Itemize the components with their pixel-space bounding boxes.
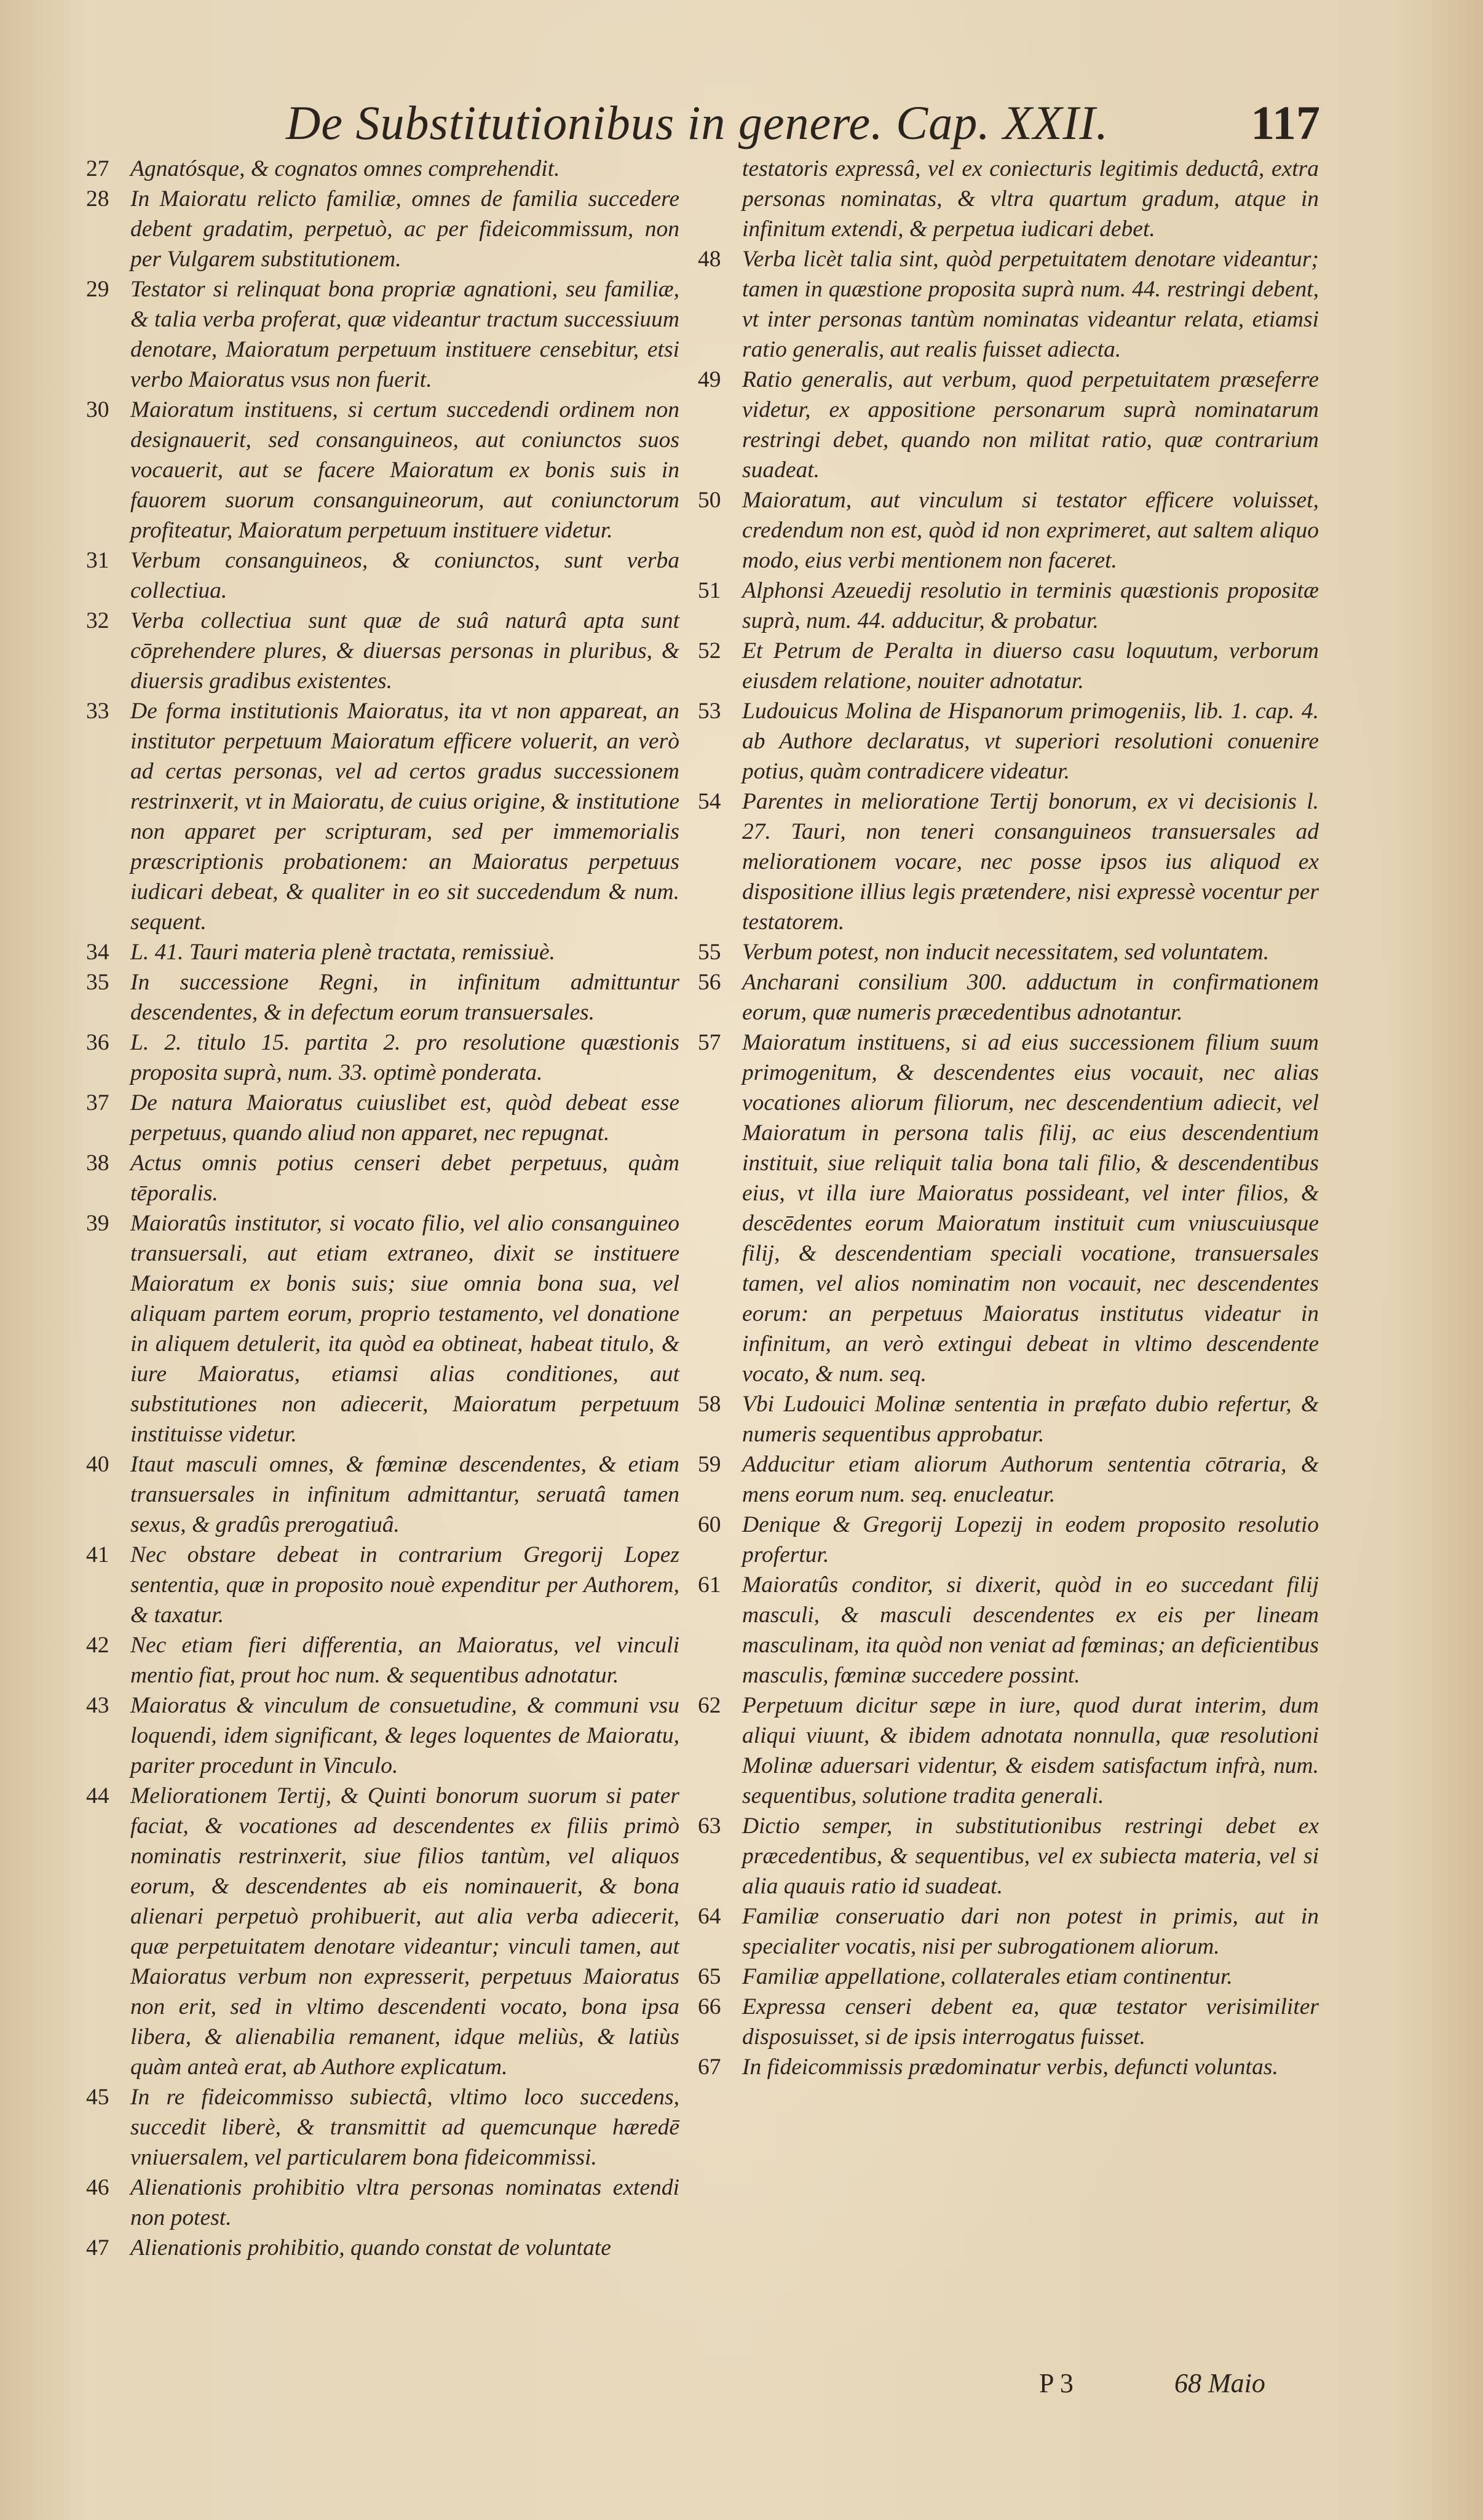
entry-text: De forma institutionis Maioratus, ita vt non appareat, an institutor perpetuum Maioratum efficere voluerit, an verò ad certas personas, vel ad certos gradus successionem restrinxerit, vt in Maioratu, de cuius origine, & institutione non apparet per scripturam, sed per immemorialis præscriptionis probationem: an Maioratus perpetuus iudicari debeat, & qualiter in eo sit succedendum & num. sequent. xyxy=(130,699,679,935)
entry-text: Maioratum, aut vinculum si testator efficere voluisset, credendum non est, quòd id non exprimeret, aut saltem aliquo modo, eius verbi mentionem non faceret. xyxy=(742,488,1319,573)
entry-text: Alienationis prohibitio vltra personas nominatas extendi non potest. xyxy=(130,2175,679,2230)
summary-entry xyxy=(86,696,679,937)
summary-entry xyxy=(698,1811,1319,1901)
entry-text: Verba collectiua sunt quæ de suâ naturâ apta sunt cōprehendere plures, & diuersas personas in pluribus, & diuersis gradibus existentes. xyxy=(130,608,679,694)
running-title: De Substitutionibus in genere. Cap. XXII. xyxy=(286,96,1109,149)
entry-number: 57 xyxy=(698,1030,721,1055)
entry-text: Dictio semper, in substitutionibus restringi debet ex præcedentibus, & sequentibus, vel ex subiecta materia, vel si alia quauis ratio id suadeat. xyxy=(742,1813,1319,1899)
catchword: 68 Maio xyxy=(1174,2368,1265,2398)
entry-number: 58 xyxy=(698,1392,721,1417)
entry-number: 54 xyxy=(698,789,721,814)
entry-number: 34 xyxy=(86,940,109,965)
summary-entry xyxy=(86,1028,679,1088)
summary-entry xyxy=(698,1992,1319,2052)
entry-text: Adducitur etiam aliorum Authorum sententia cōtraria, & mens eorum num. seq. enucleatur. xyxy=(742,1452,1319,1507)
summary-entry xyxy=(698,937,1319,967)
entry-number: 33 xyxy=(86,699,109,724)
summary-entry xyxy=(86,1449,679,1540)
summary-entry xyxy=(698,1028,1319,1389)
entry-number: 31 xyxy=(86,548,109,573)
page-header xyxy=(0,95,1483,163)
page-number: 117 xyxy=(1251,96,1320,149)
entry-number: 45 xyxy=(86,2085,109,2110)
entry-text: Maioratum instituens, si certum succedendi ordinem non designauerit, sed consanguineos, aut coniunctos suos vocauerit, aut se facere Maioratum ex bonis suis in fauorem suorum consanguineorum, aut coniunctorum profiteatur, Maioratum perpetuum instituere videtur. xyxy=(130,397,679,543)
entry-text: Alienationis prohibitio, quando constat de voluntate xyxy=(130,2235,611,2260)
entry-text: Verbum potest, non inducit necessitatem, sed voluntatem. xyxy=(742,940,1270,965)
entry-text: Meliorationem Tertij, & Quinti bonorum suorum si pater faciat, & vocationes ad descendentes ex filiis primò nominatis restrinxerit, siue filios tantùm, vel aliquos eorum, & descendentes ab eis nominauerit, & bona alienari perpetuò prohibuerit, aut alia verba adiecerit, quæ perpetuitatem denotare videantur; vinculi tamen, aut Maioratus verbum non expresserit, perpetuus Maioratus non erit, sed in vltimo descendenti vocato, bona ipsa libera, & alienabilia remanent, idque meliùs, & latiùs quàm anteà erat, ab Authore explicatum. xyxy=(130,1783,679,2080)
entry-number: 67 xyxy=(698,2054,721,2080)
entry-number: 51 xyxy=(698,578,721,603)
entry-number: 41 xyxy=(86,1542,109,1567)
summary-entry xyxy=(698,696,1319,787)
summary-entry xyxy=(698,365,1319,485)
entry-number: 40 xyxy=(86,1452,109,1477)
entry-number: 59 xyxy=(698,1452,721,1477)
entry-number: 32 xyxy=(86,608,109,633)
entry-text: Actus omnis potius censeri debet perpetuus, quàm tēporalis. xyxy=(130,1151,679,1206)
entry-text: Testator si relinquat bona propriæ agnationi, seu familiæ, & talia verba proferat, quæ videantur tractum successiuum denotare, Maioratum perpetuum instituere censebitur, etsi verbo Maioratus vsus non fuerit. xyxy=(130,277,679,392)
summary-entry xyxy=(698,967,1319,1028)
entry-number: 30 xyxy=(86,397,109,422)
summary-entry xyxy=(86,1208,679,1449)
entry-number: 39 xyxy=(86,1211,109,1236)
summary-entry xyxy=(698,576,1319,636)
entry-text: L. 2. titulo 15. partita 2. pro resolutione quæstionis proposita suprà, num. 33. optimè ponderata. xyxy=(130,1030,679,1085)
summary-entry xyxy=(86,1148,679,1208)
summary-entry xyxy=(86,184,679,274)
entry-text: Agnatósque, & cognatos omnes comprehendit. xyxy=(130,156,560,181)
entry-text: Maioratûs conditor, si dixerit, quòd in eo succedant filij masculi, & masculi descendentes ex eis per lineam masculinam, ita quòd non veniat ad fœminas; an deficientibus masculis, fœminæ succedere possint. xyxy=(742,1572,1319,1688)
entry-text: Perpetuum dicitur sæpe in iure, quod durat interim, dum aliqui viuunt, & ibidem adnotata nonnulla, quæ resolutioni Molinæ aduersari videntur, & eisdem satisfactum infrà, num. sequentibus, solutione tradita generali. xyxy=(742,1693,1319,1809)
entry-text: De natura Maioratus cuiuslibet est, quòd debeat esse perpetuus, quando aliud non apparet, nec repugnat. xyxy=(130,1090,679,1146)
entry-number: 53 xyxy=(698,699,721,724)
summary-entry xyxy=(698,1901,1319,1962)
summary-entry xyxy=(86,545,679,606)
entry-text: Maioratum instituens, si ad eius successionem filium suum primogenitum, & descendentes eius vocauit, nec alias vocationes aliorum filiorum, nec descendentium adiecit, vel Maioratum in persona talis filij, ac eius descendentium instituit, siue reliquit talia bona tali filio, & descendentibus eius, vt illa iure Maioratus possideant, vel inter filios, & descēdentes eorum Maioratum instituit cum vniuscuiusque filij, & descendentiam speciali vocatione, transuersales tamen, vel alios nominatim non vocauit, nec descendentes eorum: an perpetuus Maioratus institutus videatur in infinitum, an verò extingui debeat in vltimo descendente vocato, & num. seq. xyxy=(742,1030,1319,1387)
entry-number: 28 xyxy=(86,186,109,212)
entry-text: In Maioratu relicto familiæ, omnes de familia succedere debent gradatim, perpetuò, ac per fideicommissum, non per Vulgarem substitutionem. xyxy=(130,186,679,272)
summary-entry xyxy=(86,154,679,184)
entry-text: Expressa censeri debent ea, quæ testator verisimiliter disposuisset, si de ipsis interrogatus fuisset. xyxy=(742,1994,1319,2050)
entry-number: 61 xyxy=(698,1572,721,1598)
entry-number: 63 xyxy=(698,1813,721,1839)
entry-number: 46 xyxy=(86,2175,109,2200)
entry-text: Familiæ appellatione, collaterales etiam continentur. xyxy=(742,1964,1233,1989)
entry-text: Verbum consanguineos, & coniunctos, sunt verba collectiua. xyxy=(130,548,679,603)
entry-number: 66 xyxy=(698,1994,721,2019)
entry-number: 52 xyxy=(698,638,721,664)
entry-text: Nec etiam fieri differentia, an Maioratus, vel vinculi mentio fiat, prout hoc num. & sequentibus adnotatur. xyxy=(130,1633,679,1688)
entry-number: 43 xyxy=(86,1693,109,1718)
right-column xyxy=(698,154,1319,2082)
summary-entry xyxy=(86,2233,679,2263)
summary-entry xyxy=(698,2052,1319,2082)
entry-number: 27 xyxy=(86,156,109,181)
summary-entry xyxy=(698,1449,1319,1510)
entry-text: Parentes in melioratione Tertij bonorum, ex vi decisionis l. 27. Tauri, non teneri consanguineos transuersales ad meliorationem vocare, nec posse ipsos ius aliquod ex dispositione illius legis prætendere, nisi expressè vocentur per testatorem. xyxy=(742,789,1319,935)
entry-text: Verba licèt talia sint, quòd perpetuitatem denotare videantur; tamen in quæstione proposita suprà num. 44. restringi debent, vt inter personas tantùm nominatas videantur relata, etiamsi ratio generalis, aut realis fuisset adiecta. xyxy=(742,247,1319,362)
entry-number: 64 xyxy=(698,1904,721,1929)
signature-mark: P 3 xyxy=(1039,2368,1074,2398)
entry-text: In re fideicommisso subiectâ, vltimo loco succedens, succedit liberè, & transmittit ad quemcunque hæredē vniuersalem, vel particularem bona fideicommissi. xyxy=(130,2085,679,2170)
entry-text: Et Petrum de Peralta in diuerso casu loquutum, verborum eiusdem relatione, nouiter adnotatur. xyxy=(742,638,1319,694)
summary-entry xyxy=(86,1781,679,2082)
summary-entry xyxy=(86,606,679,696)
summary-entry xyxy=(698,244,1319,365)
entry-text: In fideicommissis prædominatur verbis, defuncti voluntas. xyxy=(742,2054,1278,2080)
summary-entry xyxy=(698,485,1319,576)
entry-number: 65 xyxy=(698,1964,721,1989)
entry-text: In successione Regni, in infinitum admittuntur descendentes, & in defectum eorum transuersales. xyxy=(130,970,679,1025)
entry-text: Ratio generalis, aut verbum, quod perpetuitatem præseferre videtur, ex appositione personarum suprà nominatarum restringi debet, quando non militat ratio, quæ contrarium suadeat. xyxy=(742,367,1319,483)
entry-text: Maioratûs institutor, si vocato filio, vel alio consanguineo transuersali, aut etiam extraneo, dixit se instituere Maioratum ex bonis suis; siue omnia bona sua, vel aliquam partem eorum, proprio testamento, vel donatione in aliquem detulerit, ita quòd ea obtineat, habeat titulo, & iure Maioratus, etiamsi alias conditiones, aut substitutiones non adiecerit, Maioratum perpetuum instituisse videtur. xyxy=(130,1211,679,1447)
summary-entry xyxy=(698,1570,1319,1690)
summary-entry xyxy=(86,2173,679,2233)
entry-number: 42 xyxy=(86,1633,109,1658)
entry-number: 47 xyxy=(86,2235,109,2260)
page-footer xyxy=(0,2367,1483,2411)
entry-number: 44 xyxy=(86,1783,109,1809)
entry-text: Vbi Ludouici Molinæ sententia in præfato dubio refertur, & numeris sequentibus approbatur. xyxy=(742,1392,1319,1447)
entry-text: Nec obstare debeat in contrarium Gregorij Lopez sententia, quæ in proposito nouè expenditur per Authorem, & taxatur. xyxy=(130,1542,679,1628)
summary-entry xyxy=(86,937,679,967)
entry-text: Ludouicus Molina de Hispanorum primogeniis, lib. 1. cap. 4. ab Authore declaratus, vt superiori resolutioni conuenire potius, quàm contradicere videatur. xyxy=(742,699,1319,784)
entry-text: Familiæ conseruatio dari non potest in primis, aut in specialiter vocatis, nisi per subrogationem aliorum. xyxy=(742,1904,1319,1959)
entry-number: 37 xyxy=(86,1090,109,1115)
summary-entry xyxy=(698,1510,1319,1570)
entry-text: Itaut masculi omnes, & fœminæ descendentes, & etiam transuersales in infinitum admittantur, seruatâ tamen sexus, & gradûs prerogatiuâ. xyxy=(130,1452,679,1537)
summary-entry xyxy=(698,787,1319,937)
left-column xyxy=(86,154,679,2263)
entry-number: 38 xyxy=(86,1151,109,1176)
entry-number: 48 xyxy=(698,247,721,272)
entry-text: Alphonsi Azeuedij resolutio in terminis quæstionis propositæ suprà, num. 44. adducitur, & probatur. xyxy=(742,578,1319,633)
entry-number: 62 xyxy=(698,1693,721,1718)
entry-text: L. 41. Tauri materia plenè tractata, remissiuè. xyxy=(130,940,555,965)
summary-entry xyxy=(86,2082,679,2173)
summary-entry xyxy=(698,636,1319,696)
entry-text: Maioratus & vinculum de consuetudine, & communi vsu loquendi, idem significant, & leges loquentes de Maioratu, pariter procedunt in Vinculo. xyxy=(130,1693,679,1778)
entry-number: 49 xyxy=(698,367,721,392)
entry-number: 36 xyxy=(86,1030,109,1055)
entry-number: 35 xyxy=(86,970,109,995)
summary-entry xyxy=(698,1962,1319,1992)
summary-entry xyxy=(86,1088,679,1148)
entry-text: Denique & Gregorij Lopezij in eodem proposito resolutio profertur. xyxy=(742,1512,1319,1567)
entry-continuation: testatoris expressâ, vel ex coniecturis legitimis deductâ, extra personas nominatas, & vltra quartum gradum, atque in infinitum extendi, & perpetua iudicari debet. xyxy=(742,156,1319,242)
entry-number: 55 xyxy=(698,940,721,965)
summary-entry xyxy=(698,1690,1319,1811)
entry-number: 60 xyxy=(698,1512,721,1537)
summary-entry xyxy=(86,274,679,395)
entry-text: Ancharani consilium 300. adductum in confirmationem eorum, quæ numeris præcedentibus adnotantur. xyxy=(742,970,1319,1025)
summary-entry xyxy=(86,1540,679,1630)
summary-entry xyxy=(86,967,679,1028)
summary-entry xyxy=(86,395,679,545)
entry-number: 56 xyxy=(698,970,721,995)
summary-entry xyxy=(86,1630,679,1690)
entry-number: 50 xyxy=(698,488,721,513)
entry-number: 29 xyxy=(86,277,109,302)
summary-entry xyxy=(86,1690,679,1781)
summary-entry xyxy=(698,1389,1319,1449)
